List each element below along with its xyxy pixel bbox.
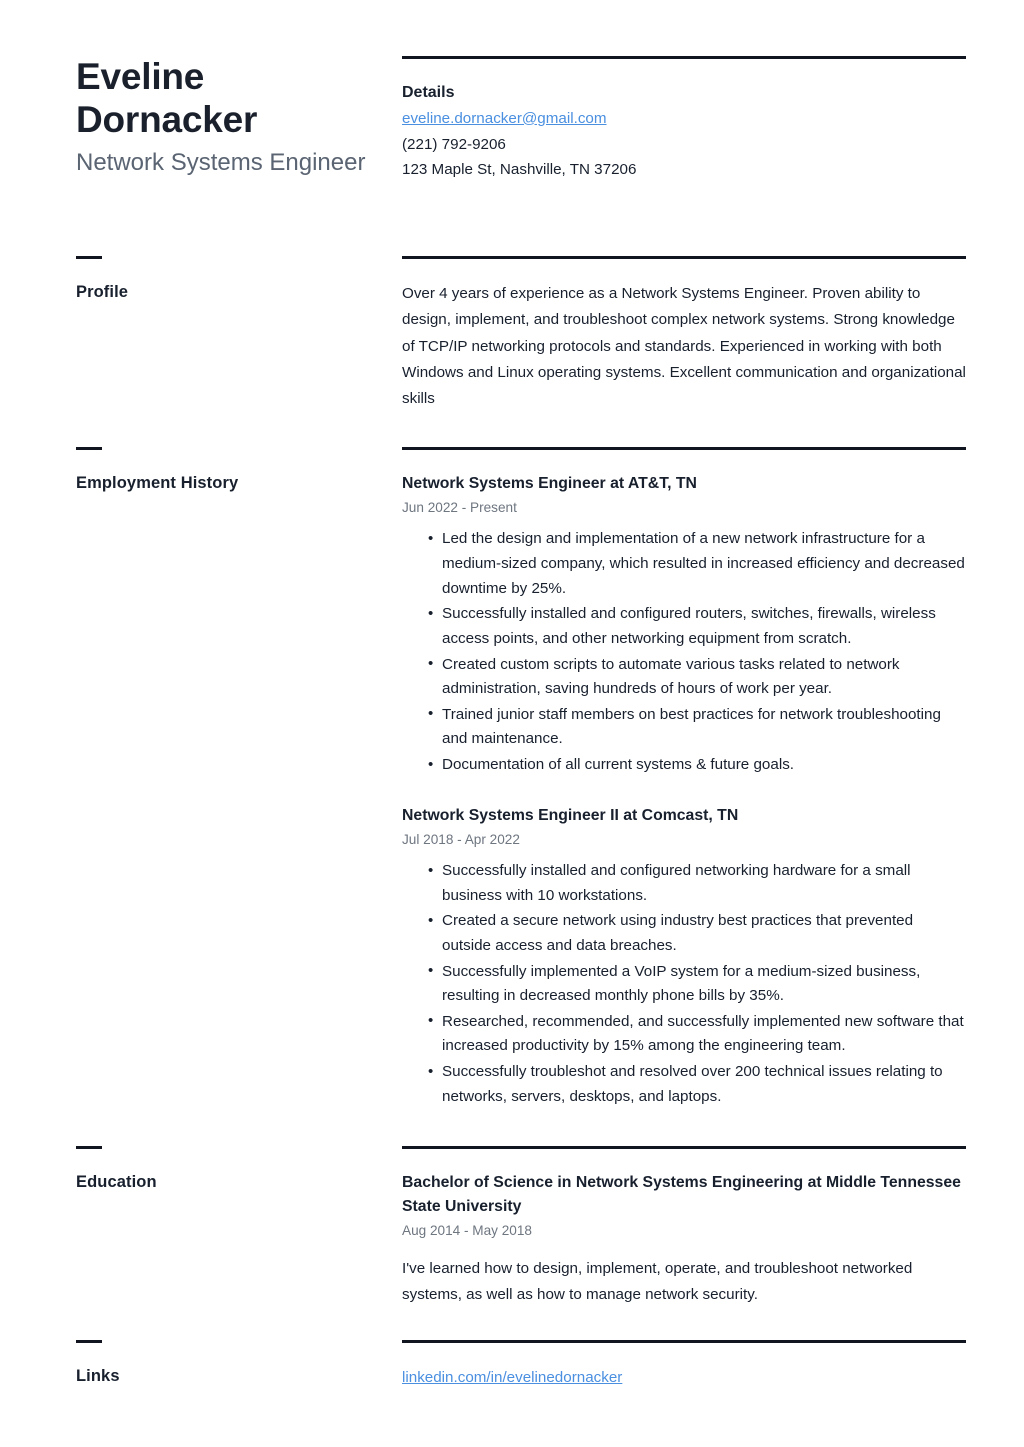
section-label-employment: Employment History [76, 474, 239, 493]
employment-label-col [76, 447, 402, 494]
address-line: 123 Maple St, Nashville, TN 37206 [402, 161, 637, 179]
page-title [76, 56, 382, 142]
list-item: • Successfully implemented a VoIP system for a medium-sized business, resulting in decreased monthly phone bills by 35%. [428, 960, 966, 1009]
link-line [402, 1365, 966, 1391]
linkedin-link[interactable]: linkedin.com/in/evelinedornacker [402, 1369, 623, 1387]
list-item: • Researched, recommended, and successfully implemented new software that increased productivity by 15% among the engineering team. [428, 1010, 966, 1059]
details-heading: Details [402, 84, 455, 101]
section-divider [402, 1146, 966, 1149]
header-section [0, 0, 1024, 183]
list-item: • Successfully installed and configured networking hardware for a small business with 10 workstations. [428, 859, 966, 908]
education-entry-date: Aug 2014 - May 2018 [402, 1223, 532, 1239]
label-dash-icon [76, 1340, 102, 1343]
links-label-col [76, 1340, 402, 1387]
label-dash-icon [76, 1146, 102, 1149]
last-name: Dornacker [76, 98, 258, 140]
profile-section [0, 256, 1024, 412]
employment-entry-bullets [402, 859, 966, 1109]
section-label-profile: Profile [76, 283, 129, 302]
employment-entry-title: Network Systems Engineer at AT&T, TN [402, 475, 697, 493]
phone-line: (221) 792-9206 [402, 135, 506, 153]
employment-content [402, 447, 966, 1110]
education-entry-title: Bachelor of Science in Network Systems Engineering at Middle Tennessee State University [402, 1174, 961, 1215]
employment-entry-bullets [402, 527, 966, 777]
list-item: • Documentation of all current systems & future goals. [428, 753, 966, 778]
section-divider [402, 447, 966, 450]
section-label-links: Links [76, 1367, 120, 1386]
profile-text: Over 4 years of experience as a Network Systems Engineer. Proven ability to design, implement, and troubleshoot complex network systems. Strong knowledge of TCP/IP networking protocols and standards. Experienced in working with both Windows and Linux operating systems. Excellent communication and organizational skills [402, 285, 966, 407]
label-dash-icon [76, 256, 102, 259]
email-link[interactable]: eveline.dornacker@gmail.com [402, 109, 607, 127]
employment-entry-date: Jun 2022 - Present [402, 500, 517, 516]
employment-entry [402, 804, 966, 1110]
education-entry [402, 1171, 966, 1308]
first-name: Eveline [76, 56, 205, 97]
list-item: • Successfully troubleshot and resolved over 200 technical issues relating to networks, servers, desktops, and laptops. [428, 1060, 966, 1109]
email-line [402, 106, 966, 132]
list-item: • Created custom scripts to automate various tasks related to network administration, saving hundreds of hours of work per year. [428, 653, 966, 702]
employment-entry-title: Network Systems Engineer II at Comcast, TN [402, 806, 739, 824]
employment-entry [402, 472, 966, 778]
education-entry-description: I've learned how to design, implement, operate, and troubleshoot networked systems, as well as how to manage network security. [402, 1260, 913, 1304]
education-content [402, 1146, 966, 1308]
profile-content [402, 256, 966, 412]
header-identity [76, 56, 402, 181]
list-item: • Created a secure network using industry best practices that prevented outside access and data breaches. [428, 909, 966, 958]
list-item: • Successfully installed and configured routers, switches, firewalls, wireless access points, and other networking equipment from scratch. [428, 602, 966, 651]
section-divider [402, 1340, 966, 1343]
employment-section [0, 447, 1024, 1110]
education-label-col [76, 1146, 402, 1193]
employment-entry-date: Jul 2018 - Apr 2022 [402, 832, 520, 848]
list-item: • Trained junior staff members on best practices for network troubleshooting and maintenance. [428, 703, 966, 752]
job-title: Network Systems Engineer [76, 148, 366, 176]
section-label-education: Education [76, 1173, 157, 1192]
profile-label-col [76, 256, 402, 303]
links-content [402, 1340, 966, 1391]
links-section [0, 1340, 1024, 1391]
education-section [0, 1146, 1024, 1308]
section-divider [402, 56, 966, 59]
list-item: • Led the design and implementation of a new network infrastructure for a medium-sized company, which resulted in increased efficiency and decreased downtime by 25%. [428, 527, 966, 601]
section-divider [402, 256, 966, 259]
details-section [402, 56, 966, 183]
label-dash-icon [76, 447, 102, 450]
